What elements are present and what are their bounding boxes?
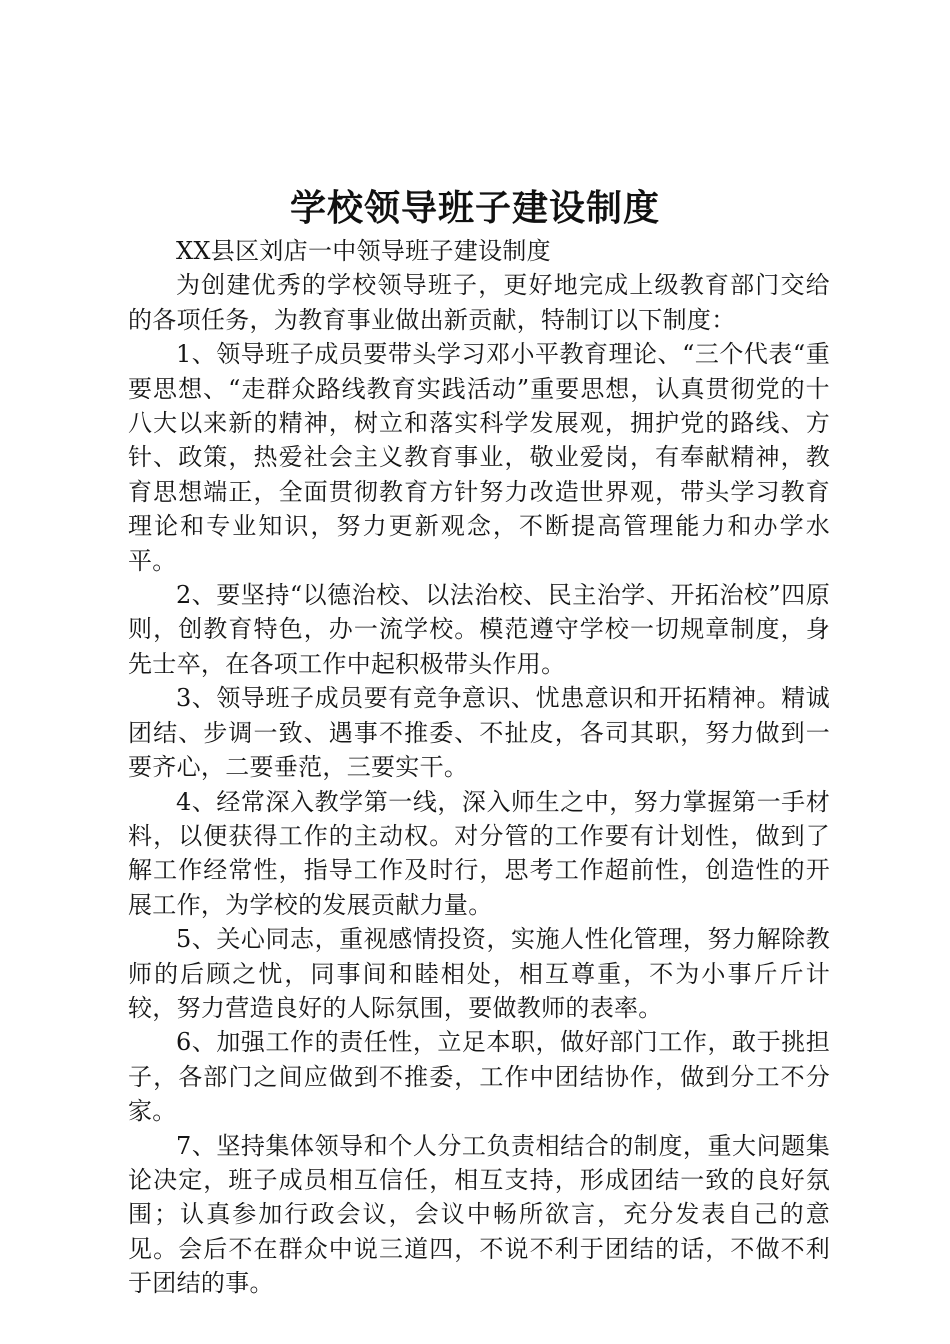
rule-paragraph-6: 6、加强工作的责任性，立足本职，做好部门工作，敢于挑担子，各部门之间应做到不推委，工作中团结协作，做到分工不分家。 [128, 1028, 830, 1126]
rule-paragraph-5: 5、关心同志，重视感情投资，实施人性化管理，努力解除教师的后顾之忧，同事间和睦相处，相互尊重，不为小事斤斤计较，努力营造良好的人际氛围，要做教师的表率。 [128, 925, 830, 1022]
document-subtitle: XX县区刘店一中领导班子建设制度 [176, 237, 551, 265]
document-title: 学校领导班子建设制度 [289, 187, 660, 229]
rule-paragraph-2: 2、要坚持“以德治校、以法治校、民主治学、开拓治校”四原则，创教育特色，办一流学校。模范遵守学校一切规章制度，身先士卒，在各项工作中起积极带头作用。 [128, 581, 830, 678]
intro-paragraph: 为创建优秀的学校领导班子，更好地完成上级教育部门交给的各项任务，为教育事业做出新贡献，特制订以下制度： [128, 271, 830, 334]
document-body [128, 234, 830, 1301]
rule-paragraph-3: 3、领导班子成员要有竞争意识、忧患意识和开拓精神。精诚团结、步调一致、遇事不推委、不扯皮，各司其职，努力做到一要齐心，二要垂范，三要实干。 [128, 684, 830, 782]
rule-paragraph-1: 1、领导班子成员要带头学习邓小平教育理论、“三个代表“重要思想、“走群众路线教育实践活动”重要思想，认真贯彻党的十八大以来新的精神，树立和落实科学发展观，拥护党的路线、方针、政策，热爱社会主义教育事业，敬业爱岗，有奉献精神，教育思想端正，全面贯彻教育方针努力改造世界观，带头学习教育理论和专业知识，努力更新观念，不断提高管理能力和办学水平。 [128, 340, 830, 575]
rule-paragraph-7: 7、坚持集体领导和个人分工负责相结合的制度，重大问题集论决定，班子成员相互信任，相互支持，形成团结一致的良好氛围；认真参加行政会议，会议中畅所欲言，充分发表自己的意见。会后不在群众中说三道四，不说不利于团结的话，不做不利于团结的事。 [128, 1131, 830, 1298]
rule-paragraph-4: 4、经常深入教学第一线，深入师生之中，努力掌握第一手材料，以便获得工作的主动权。对分管的工作要有计划性，做到了解工作经常性，指导工作及时行，思考工作超前性，创造性的开展工作，为学校的发展贡献力量。 [128, 787, 830, 919]
